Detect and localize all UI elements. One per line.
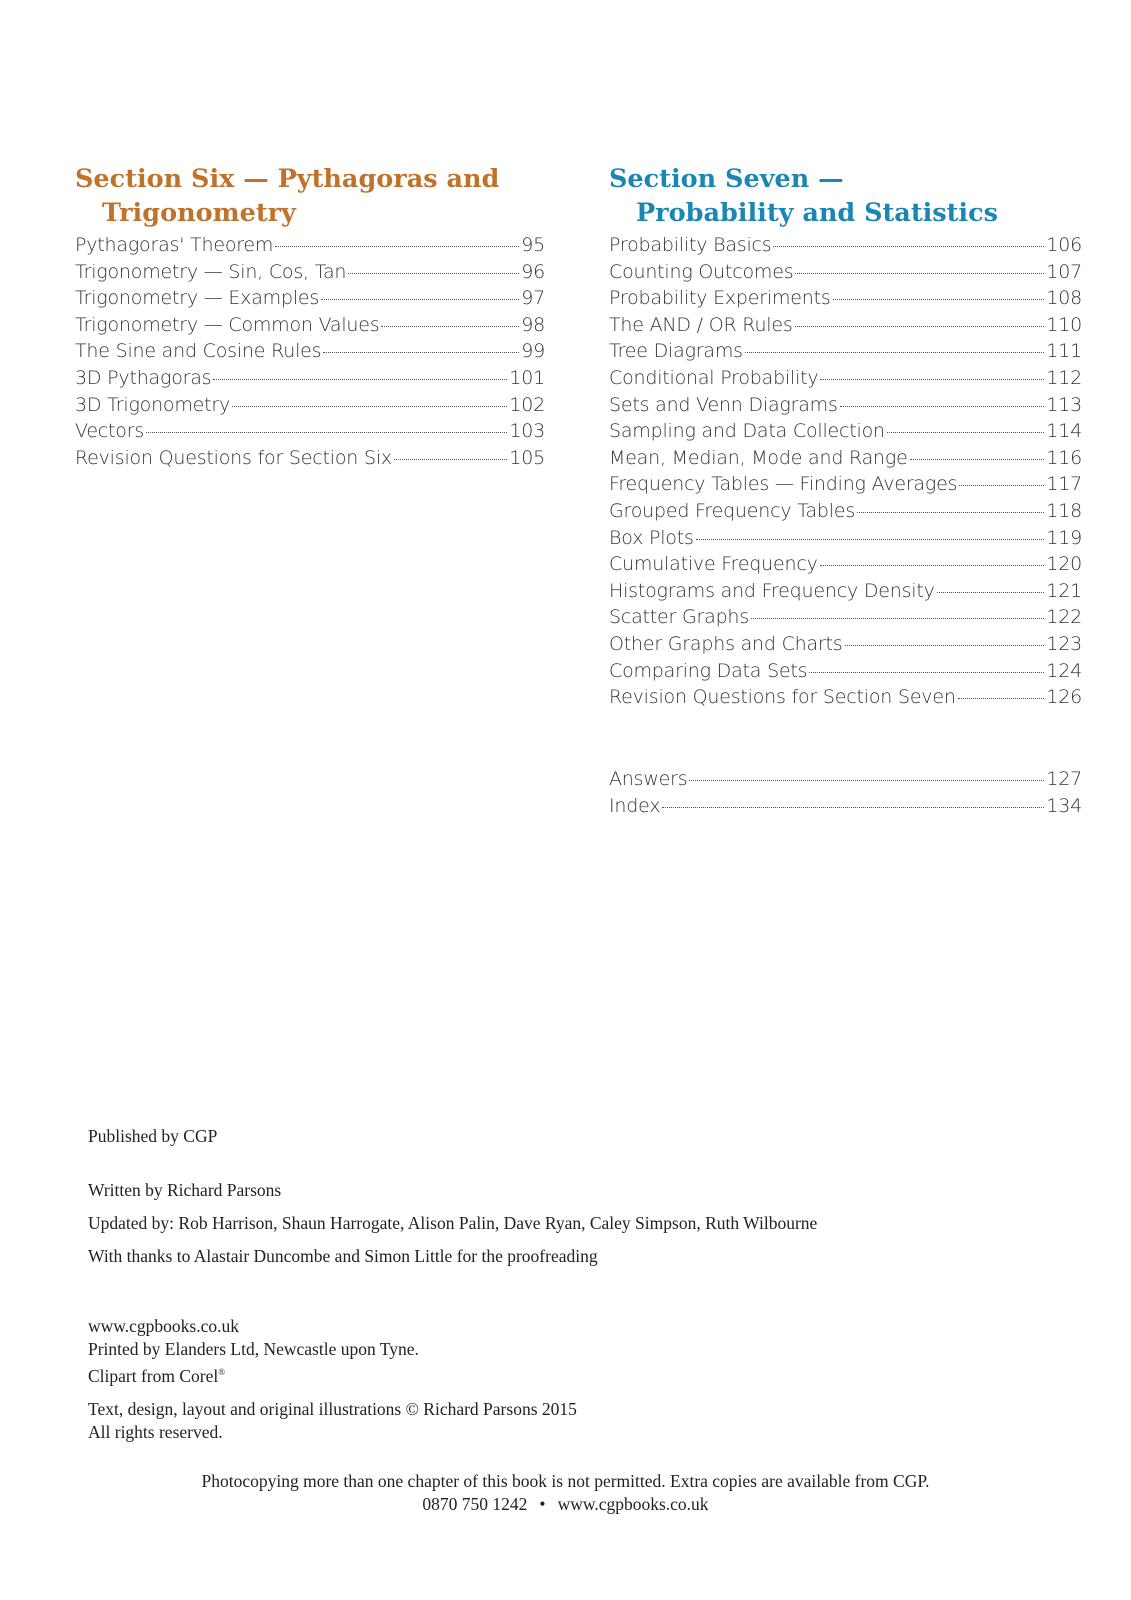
toc-entry[interactable] [609,287,1082,314]
dot-leader [381,326,519,327]
toc-entry[interactable] [609,420,1082,447]
dot-leader [662,807,1044,808]
section-seven-heading-line2: Probability and Statistics [636,198,998,228]
printed-by: Printed by Elanders Ltd, Newcastle upon Tyne. [88,1339,419,1359]
toc-entry-title: Comparing Data Sets [609,659,808,682]
imprint [88,1125,1008,1444]
toc-entry-page: 96 [521,260,545,283]
toc-entry-title: Trigonometry — Examples [75,287,320,310]
dot-leader [751,618,1044,619]
toc-entry[interactable] [609,580,1082,607]
toc-entry[interactable] [75,234,545,261]
toc-entry-page: 105 [509,446,545,469]
toc-entry[interactable] [609,686,1082,713]
section-six-heading [75,162,545,230]
imprint-website[interactable]: www.cgpbooks.co.uk [88,1316,239,1336]
toc-entry[interactable] [609,768,1082,795]
phone-number: 0870 750 1242 [422,1494,528,1514]
toc-entry-page: 101 [509,366,545,389]
section-six-heading-line2: Trigonometry [102,198,296,228]
dot-leader [887,432,1044,433]
toc-entry[interactable] [75,261,545,288]
toc-entry-title: Probability Experiments [609,287,831,310]
dot-leader [275,246,519,247]
toc-entry-page: 97 [521,287,545,310]
toc-entry-title: Sets and Venn Diagrams [609,393,838,416]
toc-entry-page: 120 [1046,553,1082,576]
toc-entry-title: Index [609,794,661,817]
section-six-toc [75,234,545,473]
toc-entry-title: Revision Questions for Section Six [75,446,392,469]
toc-entry[interactable] [75,394,545,421]
rights-reserved: All rights reserved. [88,1421,223,1442]
dot-leader [959,485,1044,486]
toc-entry-title: Cumulative Frequency [609,553,818,576]
toc-entry[interactable] [75,447,545,474]
toc-entry-title: Trigonometry — Common Values [75,313,380,336]
dot-leader [958,698,1045,699]
toc-entry-page: 122 [1046,606,1082,629]
section-seven-column [609,162,1082,713]
toc-entry-title: Vectors [75,420,145,443]
toc-entry[interactable] [609,367,1082,394]
toc-entry[interactable] [609,660,1082,687]
footer-website[interactable]: www.cgpbooks.co.uk [557,1494,709,1514]
published-by: Published by CGP [88,1126,218,1146]
section-six-column [75,162,545,473]
dot-leader [348,273,519,274]
toc-entry-page: 134 [1046,794,1082,817]
section-seven-toc [609,234,1082,713]
toc-entry-page: 95 [521,234,545,256]
toc-entry-title: The Sine and Cosine Rules [75,340,322,363]
toc-entry[interactable] [75,287,545,314]
toc-entry-title: Trigonometry — Sin, Cos, Tan [75,260,347,283]
dot-leader [773,246,1044,247]
dot-leader [232,406,507,407]
toc-entry[interactable] [609,606,1082,633]
toc-entry-page: 121 [1046,579,1082,602]
toc-entry-title: Box Plots [609,526,694,549]
toc-entry-title: Counting Outcomes [609,260,794,283]
toc-entry-page: 123 [1046,632,1082,655]
section-seven-heading [609,162,1082,230]
dot-leader [321,299,519,300]
toc-entry-title: Mean, Median, Mode and Range [609,446,908,469]
dot-leader [394,459,507,460]
dot-leader [323,352,519,353]
section-seven-heading-line1: Section Seven — [609,164,844,194]
dot-leader [795,273,1044,274]
toc-entry-page: 124 [1046,659,1082,682]
toc-entry-page: 103 [509,420,545,443]
written-by: Written by Richard Parsons [88,1180,282,1200]
back-matter-toc [609,768,1082,821]
toc-entry-page: 114 [1046,420,1082,443]
dot-leader [857,512,1044,513]
dot-leader [937,592,1045,593]
dot-leader [795,326,1045,327]
toc-entry-page: 117 [1046,473,1082,496]
toc-entry-page: 102 [509,393,545,416]
toc-entry-page: 99 [521,340,545,363]
updated-by: Updated by: Rob Harrison, Shaun Harrogate, Alison Palin, Dave Ryan, Caley Simpson, Ruth Wilbourne [88,1213,818,1233]
dot-leader [833,299,1045,300]
dot-leader [840,406,1045,407]
contact-line [0,1493,1131,1516]
clipart-text: Clipart from Corel [88,1365,219,1386]
dot-leader [820,379,1044,380]
toc-entry-title: The AND / OR Rules [609,313,793,336]
toc-entry-page: 98 [521,313,545,336]
toc-entry-title: Sampling and Data Collection [609,420,885,443]
toc-entry[interactable] [609,314,1082,341]
dot-leader [689,780,1044,781]
toc-entry[interactable] [609,553,1082,580]
toc-entry[interactable] [609,261,1082,288]
toc-entry[interactable] [75,340,545,367]
dot-leader [809,672,1044,673]
toc-entry-title: Probability Basics [609,234,772,256]
back-matter-list [609,768,1082,821]
photocopy-notice: Photocopying more than one chapter of this book is not permitted. Extra copies are available from CGP. [201,1471,930,1491]
toc-entry-title: Pythagoras' Theorem [75,234,274,256]
dot-leader [745,352,1044,353]
clipart-credit [88,1361,1008,1388]
toc-entry[interactable] [609,500,1082,527]
toc-entry[interactable] [609,473,1082,500]
toc-entry-title: Histograms and Frequency Density [609,579,935,602]
toc-entry-page: 108 [1046,287,1082,310]
toc-entry-title: Frequency Tables — Finding Averages [609,473,958,496]
dot-leader [910,459,1045,460]
toc-entry[interactable] [75,314,545,341]
toc-entry-page: 118 [1046,499,1082,522]
toc-entry[interactable] [609,795,1082,822]
toc-entry-title: Answers [609,768,688,790]
toc-entry-title: 3D Trigonometry [75,393,231,416]
dot-leader [213,379,507,380]
toc-entry-page: 127 [1046,768,1082,790]
dot-leader [845,645,1045,646]
toc-entry-title: Grouped Frequency Tables [609,499,856,522]
toc-entry-page: 110 [1046,313,1082,336]
footer [0,1470,1131,1516]
section-six-heading-line1: Section Six — Pythagoras and [75,164,500,194]
toc-entry[interactable] [75,420,545,447]
toc-entry-page: 119 [1046,526,1082,549]
dot-leader [820,565,1045,566]
toc-entry-title: Other Graphs and Charts [609,632,843,655]
toc-entry[interactable] [609,394,1082,421]
toc-entry-title: Conditional Probability [609,366,819,389]
toc-entry-title: Scatter Graphs [609,606,749,629]
dot-leader [696,539,1045,540]
dot-leader [146,432,507,433]
toc-entry-page: 126 [1046,686,1082,709]
toc-entry[interactable] [609,633,1082,660]
copyright: Text, design, layout and original illustrations © Richard Parsons 2015 [88,1398,577,1419]
toc-entry[interactable] [609,234,1082,261]
toc-entry-title: Tree Diagrams [609,340,743,363]
toc-entry-page: 111 [1046,340,1082,363]
toc-entry-title: Revision Questions for Section Seven [609,686,956,709]
toc-entry-page: 116 [1046,446,1082,469]
toc-entry-title: 3D Pythagoras [75,366,212,389]
toc-entry-page: 107 [1046,260,1082,283]
proofreading-thanks: With thanks to Alastair Duncombe and Simon Little for the proofreading [88,1246,598,1266]
bullet-separator: • [539,1494,546,1514]
toc-entry-page: 113 [1046,393,1082,416]
toc-entry-page: 112 [1046,366,1082,389]
registered-mark: ® [218,1367,226,1377]
toc-entry[interactable] [75,367,545,394]
toc-entry-page: 106 [1046,234,1082,256]
toc-entry[interactable] [609,447,1082,474]
toc-entry[interactable] [609,340,1082,367]
toc-entry[interactable] [609,527,1082,554]
